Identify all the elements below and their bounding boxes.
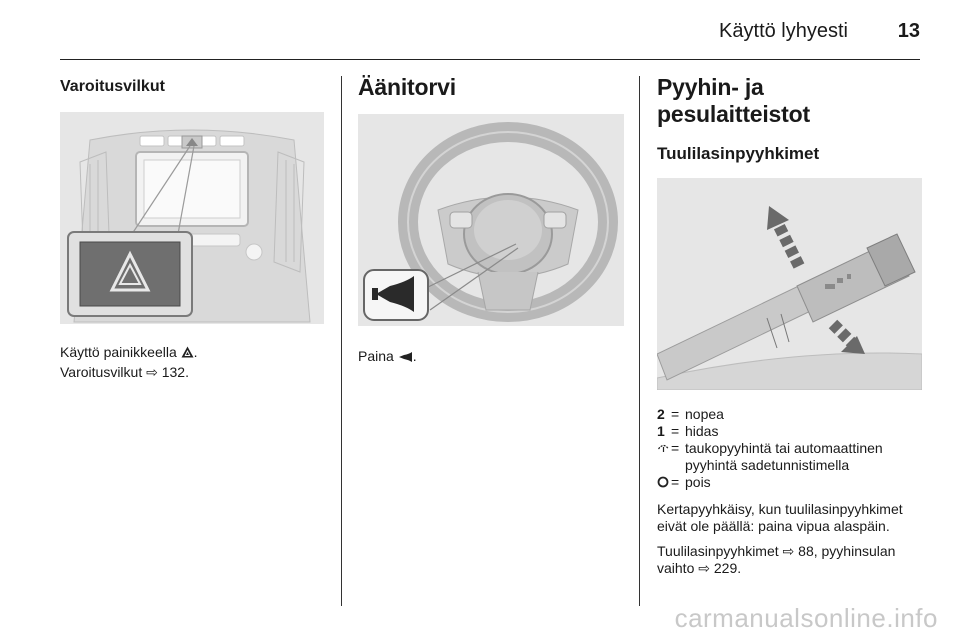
page-reference-arrow-icon: ⇨ <box>146 364 158 380</box>
horn-section <box>358 74 624 366</box>
wiper-reference-paragraph: Tuulilasinpyyhkimet ⇨ 88, pyyhinsulan vaihto ⇨ 229. <box>657 543 896 576</box>
windscreen-wiper-subheading: Tuulilasinpyyhkimet <box>657 144 820 163</box>
column-divider <box>639 76 640 606</box>
steering-wheel-illustration <box>358 114 624 326</box>
page-reference-arrow-icon: ⇨ <box>782 543 795 559</box>
wiper-heading: Pyyhin- ja pesulaitteistot <box>657 74 810 127</box>
speed-key: 1 <box>657 423 665 439</box>
wiper-lever-drawing <box>657 178 922 390</box>
horn-heading: Äänitorvi <box>358 74 456 100</box>
horn-instruction: Paina . <box>358 348 417 364</box>
single-wipe-paragraph: Kertapyyhkäisy, kun tuulilasinpyyhkimet eivät ole päällä: paina vipua alaspäin. <box>657 501 903 534</box>
header-title: Käyttö lyhyesti <box>719 20 848 42</box>
horn-icon <box>398 352 413 362</box>
list-item: = taukopyyhintä tai automaattinen pyyhintä sadetunnistimella <box>657 440 922 474</box>
steering-wheel-drawing <box>358 114 624 326</box>
watermark: carmanualsonline.info <box>674 603 938 633</box>
list-item: 2 = nopea <box>657 406 724 422</box>
dashboard-drawing <box>60 112 324 324</box>
page-reference-arrow-icon: ⇨ <box>698 560 710 576</box>
wiper-settings-list <box>657 406 922 491</box>
wiper-section <box>657 74 922 577</box>
hazard-reference: Varoitusvilkut ⇨ 132. <box>60 364 189 380</box>
speed-key: 2 <box>657 406 665 422</box>
list-item: 1 = hidas <box>657 423 719 439</box>
column-divider <box>341 76 342 606</box>
hazard-heading: Varoitusvilkut <box>60 78 165 95</box>
hazard-section <box>60 74 324 382</box>
list-item: = pois <box>657 474 922 491</box>
hazard-warning-icon <box>181 346 194 358</box>
intermittent-wipe-icon <box>657 441 670 454</box>
hazard-instruction: Käyttö painikkeella . <box>60 344 198 360</box>
off-circle-icon <box>657 476 669 488</box>
page-header <box>60 16 920 60</box>
page-number: 13 <box>897 20 920 42</box>
hazard-button-illustration <box>60 112 324 324</box>
wiper-lever-illustration <box>657 178 922 390</box>
